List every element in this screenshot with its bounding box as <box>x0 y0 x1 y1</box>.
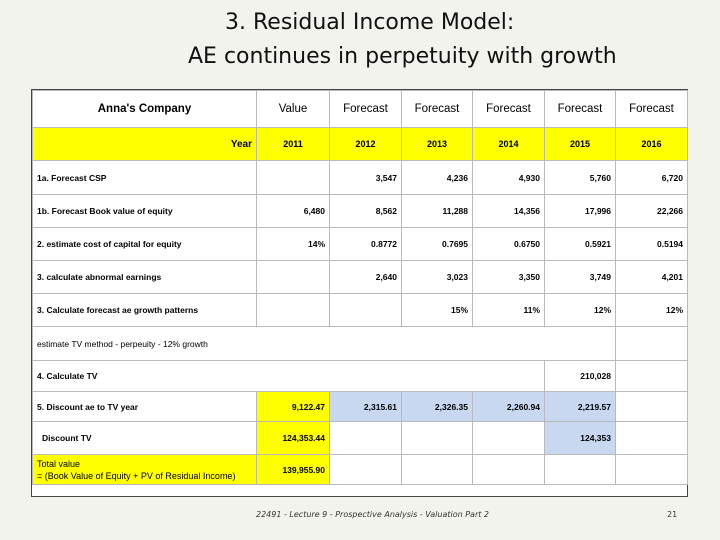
cell: 6,720 <box>616 161 688 195</box>
cell <box>330 294 402 327</box>
cell <box>257 261 330 294</box>
cell: 0.5921 <box>545 228 616 261</box>
cell: 4,201 <box>616 261 688 294</box>
cell: 14,356 <box>473 195 545 228</box>
cell <box>330 422 402 455</box>
cell: 3,350 <box>473 261 545 294</box>
total-label-line-2: = (Book Value of Equity + PV of Residual Income) <box>37 470 236 481</box>
cell <box>402 422 473 455</box>
forecast-header: Forecast <box>330 91 402 128</box>
row-label: 1b. Forecast Book value of equity <box>33 195 257 228</box>
cell: 4,236 <box>402 161 473 195</box>
cell: 3,023 <box>402 261 473 294</box>
forecast-header: Forecast <box>473 91 545 128</box>
cell <box>330 455 402 485</box>
cell: 2,260.94 <box>473 392 545 422</box>
cell <box>616 392 688 422</box>
cell <box>257 294 330 327</box>
table-row-abnormal-earnings <box>33 261 688 294</box>
cell: 22,266 <box>616 195 688 228</box>
cell: 3,547 <box>330 161 402 195</box>
header-row <box>33 91 688 128</box>
cell: 11,288 <box>402 195 473 228</box>
cell <box>616 422 688 455</box>
year-cell: 2013 <box>402 128 473 161</box>
title-line-2: AE continues in perpetuity with growth <box>188 44 617 69</box>
year-label: Year <box>33 128 257 161</box>
valuation-table <box>32 90 688 485</box>
table-row-total-value <box>33 455 688 485</box>
cell: 4,930 <box>473 161 545 195</box>
table-row-calculate-tv <box>33 361 688 392</box>
year-cell: 2015 <box>545 128 616 161</box>
total-label-line-1: Total value <box>37 458 81 469</box>
company-header: Anna's Company <box>33 91 257 128</box>
cell: 8,562 <box>330 195 402 228</box>
year-cell: 2011 <box>257 128 330 161</box>
table-row-cost-of-capital <box>33 228 688 261</box>
year-cell: 2012 <box>330 128 402 161</box>
table-row-discount-tv <box>33 422 688 455</box>
title-line-1: 3. Residual Income Model: <box>225 10 515 35</box>
page-number: 21 <box>667 510 678 519</box>
spreadsheet <box>31 89 688 497</box>
row-label: Discount TV <box>33 422 257 455</box>
cell: 0.7695 <box>402 228 473 261</box>
year-cell: 2014 <box>473 128 545 161</box>
cell: 2,219.57 <box>545 392 616 422</box>
row-label: 3. calculate abnormal earnings <box>33 261 257 294</box>
total-value-label <box>33 455 257 485</box>
footer-caption: 22491 - Lecture 9 - Prospective Analysis - Valuation Part 2 <box>256 510 489 519</box>
cell: 2,315.61 <box>330 392 402 422</box>
table-row-book-value <box>33 195 688 228</box>
forecast-header: Forecast <box>545 91 616 128</box>
cell: 2,326.35 <box>402 392 473 422</box>
row-label: 5. Discount ae to TV year <box>33 392 257 422</box>
row-label: 1a. Forecast CSP <box>33 161 257 195</box>
value-header: Value <box>257 91 330 128</box>
cell: 6,480 <box>257 195 330 228</box>
cell <box>402 455 473 485</box>
cell: 5,760 <box>545 161 616 195</box>
table-row-growth <box>33 294 688 327</box>
cell: 210,028 <box>545 361 616 392</box>
row-label: 4. Calculate TV <box>33 361 545 392</box>
cell: 12% <box>545 294 616 327</box>
table-row-csp <box>33 161 688 195</box>
cell: 14% <box>257 228 330 261</box>
cell: 17,996 <box>545 195 616 228</box>
row-label: 3. Calculate forecast ae growth patterns <box>33 294 257 327</box>
forecast-header: Forecast <box>402 91 473 128</box>
cell <box>616 361 688 392</box>
cell: 124,353.44 <box>257 422 330 455</box>
cell: 0.5194 <box>616 228 688 261</box>
cell: 2,640 <box>330 261 402 294</box>
cell: 11% <box>473 294 545 327</box>
cell <box>545 455 616 485</box>
year-cell: 2016 <box>616 128 688 161</box>
cell: 0.6750 <box>473 228 545 261</box>
row-label: 2. estimate cost of capital for equity <box>33 228 257 261</box>
cell <box>257 161 330 195</box>
forecast-header: Forecast <box>616 91 688 128</box>
cell: 3,749 <box>545 261 616 294</box>
table-row-tv-method <box>33 327 688 361</box>
cell <box>473 455 545 485</box>
cell: 15% <box>402 294 473 327</box>
cell: 12% <box>616 294 688 327</box>
cell <box>616 455 688 485</box>
cell <box>473 422 545 455</box>
cell: 9,122.47 <box>257 392 330 422</box>
row-label: estimate TV method - perpeuity - 12% growth <box>33 327 616 361</box>
cell: 0.8772 <box>330 228 402 261</box>
cell <box>616 327 688 361</box>
cell: 124,353 <box>545 422 616 455</box>
table-row-discount-ae <box>33 392 688 422</box>
total-value: 139,955.90 <box>257 455 330 485</box>
year-row <box>33 128 688 161</box>
